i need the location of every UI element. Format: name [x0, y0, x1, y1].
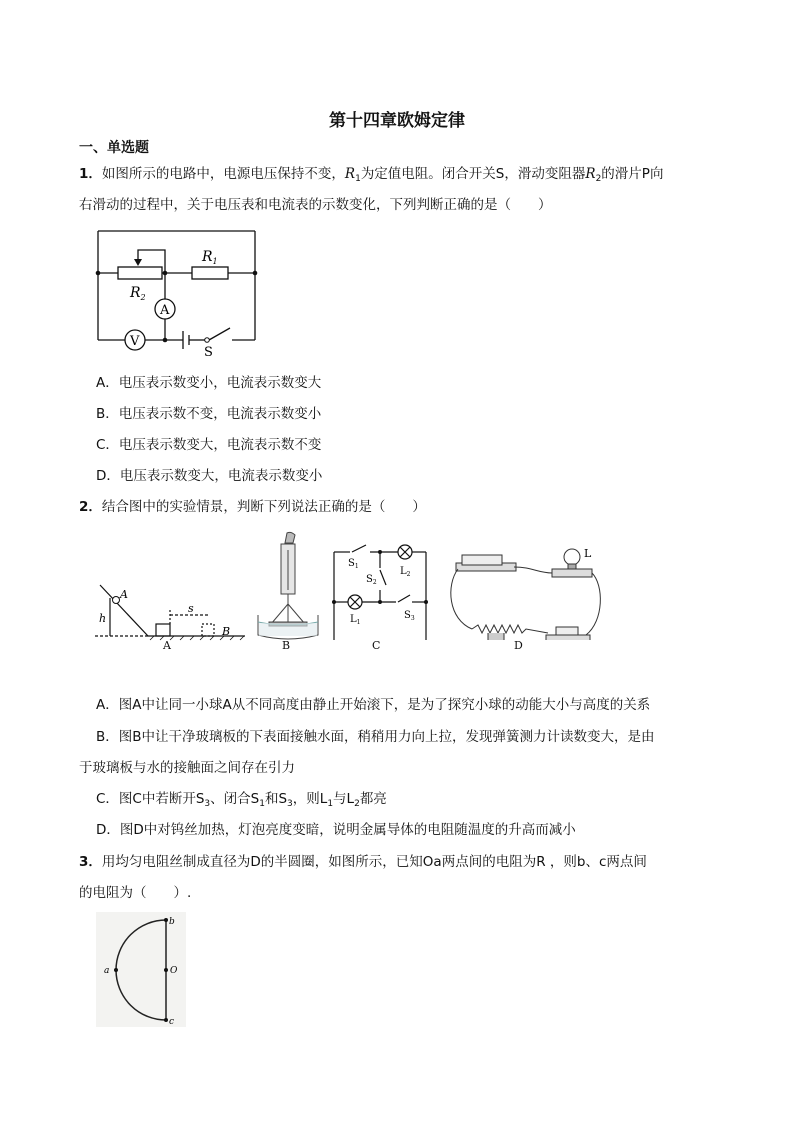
q1-line2: 右滑动的过程中，关于电压表和电流表的示数变化，下列判断正确的是（ ）	[79, 197, 552, 213]
q2-figure-label-c: C	[372, 639, 381, 652]
q3-line1: 3．用均匀电阻丝制成直径为D的半圆圈，如图所示，已知Oa两点间的电阻为R ，则b、c两点间	[79, 854, 647, 870]
q1-option-a[interactable]: A．电压表示数变小，电流表示数变大	[96, 375, 322, 391]
ammeter-label: A	[160, 303, 170, 318]
q2-option-a[interactable]: A．图A中让同一小球A从不同高度由静止开始滚下，是为了探究小球的动能大小与高度的关系	[96, 697, 651, 713]
q2-figure-label-d: D	[514, 639, 523, 652]
q1-line1: 1．如图所示的电路中，电源电压保持不变，$R_1$为定值电阻。闭合开关S，滑动变阻器$R_2$的滑片P向	[79, 166, 664, 184]
q2-option-d[interactable]: D．图D中对钨丝加热，灯泡亮度变暗，说明金属导体的电阻随温度的升高而减小	[96, 822, 576, 838]
svg-text:L1: $L_1$	[350, 614, 361, 626]
svg-text:B: B	[222, 625, 231, 638]
svg-text:h: h	[99, 612, 107, 625]
svg-text:S1: $S_1$	[348, 558, 359, 570]
q1-option-d[interactable]: D．电压表示数变大，电流表示数变小	[96, 468, 323, 484]
svg-text:A: A	[120, 588, 128, 601]
switch-label: S	[204, 345, 213, 360]
q1-option-b[interactable]: B．电压表示数不变，电流表示数变小	[96, 406, 322, 422]
label-a: a	[104, 966, 110, 976]
svg-text:L2: $L_2$	[400, 566, 411, 578]
svg-text:S2: $S_2$	[366, 574, 377, 586]
q1-number: 1．	[79, 166, 102, 182]
label-b: b	[169, 917, 175, 927]
svg-text:L: L	[584, 547, 592, 560]
section-heading: 一、单选题	[79, 140, 149, 156]
r2-label: $R_2$	[130, 285, 146, 302]
q3-semicircle-diagram	[96, 912, 186, 1027]
q2-figure-label-b: B	[282, 639, 291, 652]
voltmeter-label: V	[130, 334, 140, 349]
svg-text:s: s	[188, 602, 194, 615]
label-c: c	[169, 1017, 175, 1027]
q3-line2: 的电阻为（ ）.	[79, 885, 192, 901]
q2-number: 2．	[79, 499, 102, 515]
q2-figure-c	[330, 540, 430, 640]
q2-option-c[interactable]: C．图C中若断开$S_3$、闭合$S_1$和$S_3$，则$L_1$与$L_2$都亮	[96, 791, 387, 809]
q2-figure-label-a: A	[163, 639, 171, 652]
q1-circuit-diagram	[90, 225, 265, 360]
q2-stem: 2．结合图中的实验情景，判断下列说法正确的是（ ）	[79, 499, 426, 515]
r1-label: $R_1$	[202, 249, 218, 266]
q2-option-b[interactable]: B．图B中让干净玻璃板的下表面接触水面，稍稍用力向上拉，发现弹簧测力计读数变大，是由	[96, 729, 655, 745]
q2-figure-b	[253, 530, 325, 642]
q3-number: 3．	[79, 854, 102, 870]
q1-option-c[interactable]: C．电压表示数变大，电流表示数不变	[96, 437, 322, 453]
label-o: O	[170, 966, 178, 976]
svg-text:S3: $S_3$	[404, 610, 415, 622]
q2-option-b-cont: 于玻璃板与水的接触面之间存在引力	[79, 760, 295, 776]
q2-figure-d	[448, 545, 603, 640]
page-title: 第十四章欧姆定律	[329, 111, 465, 131]
